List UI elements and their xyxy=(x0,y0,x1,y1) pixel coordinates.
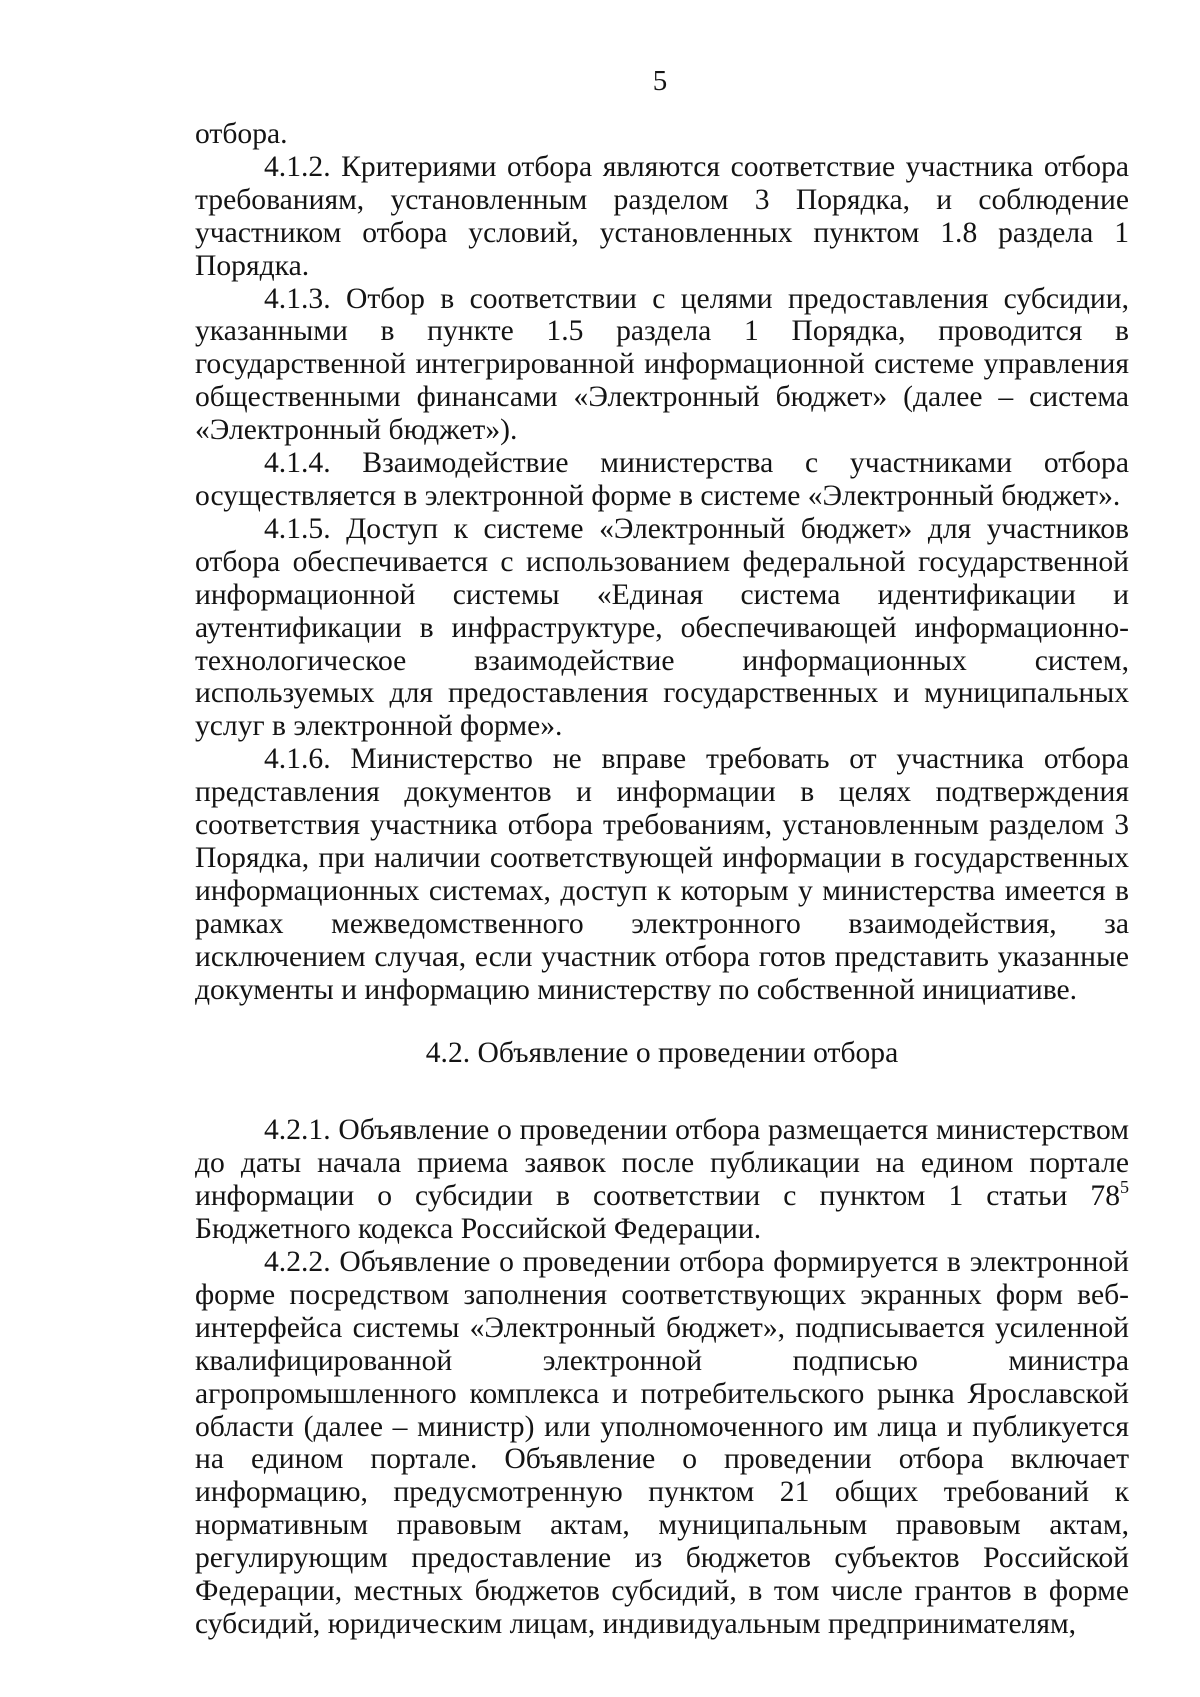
paragraph-text: Объявление о проведении отбора размещается министерством до даты начала приема заявок после публикации на едином портале информации о субсидии в соответствии с пунктом 1 статьи 78 xyxy=(195,1114,1129,1213)
paragraph-4-2-2 xyxy=(195,1246,1129,1641)
paragraph-number: 4.1.5. xyxy=(264,512,331,545)
paragraph-number: 4.1.6. xyxy=(264,743,331,776)
paragraph-number: 4.2.1. xyxy=(264,1114,331,1147)
paragraph-text: Отбор в соответствии с целями предоставления субсидии, указанными в пункте 1.5 раздела 1 Порядка, проводится в государственной интегрированной информационной системе управления общественными финансами «Электронный бюджет» (далее – система «Электронный бюджет»). xyxy=(195,282,1129,447)
paragraph-text-continued: Бюджетного кодекса Российской Федерации. xyxy=(195,1213,762,1246)
document-body xyxy=(195,118,1129,1641)
paragraph-4-1-3 xyxy=(195,283,1129,448)
paragraph-4-1-4 xyxy=(195,447,1129,513)
paragraph-number: 4.1.4. xyxy=(264,447,331,480)
paragraph-number: 4.1.2. xyxy=(264,150,331,183)
paragraph-text: Взаимодействие министерства с участниками отбора осуществляется в электронной форме в системе «Электронный бюджет». xyxy=(195,447,1129,512)
paragraph-4-1-6 xyxy=(195,743,1129,1006)
page-number: 5 xyxy=(652,65,668,97)
paragraph-number: 4.1.3. xyxy=(264,282,331,315)
paragraph-text: Доступ к системе «Электронный бюджет» для участников отбора обеспечивается с использованием федеральной государственной информационной системы «Единая система идентификации и аутентификации в инфраструктуре, обеспечивающей информационно-технологическое взаимодействие информационных систем, используемых для предоставления государственных и муниципальных услуг в электронной форме». xyxy=(195,512,1129,743)
paragraph-4-1-2 xyxy=(195,151,1129,283)
paragraph-text: отбора. xyxy=(195,118,288,150)
superscript-number: 5 xyxy=(1120,1177,1129,1198)
paragraph-text: Объявление о проведении отбора формируется в электронной форме посредством заполнения соответствующих экранных форм веб-интерфейса системы «Электронный бюджет», подписывается усиленной квалифицированной электронной подписью министра агропромышленного комплекса и потребительского рынка Ярославской области (далее – министр) или уполномоченного им лица и публикуется на едином портале. Объявление о проведении отбора включает информацию, предусмотренную пунктом 21 общих требований к нормативным правовым актам, муниципальным правовым актам, регулирующим предоставление из бюджетов субъектов Российской Федерации, местных бюджетов субсидий, в том числе грантов в форме субсидий, юридическим лицам, индивидуальным предпринимателям, xyxy=(195,1246,1129,1640)
paragraph-text: Министерство не вправе требовать от участника отбора представления документов и информации в целях подтверждения соответствия участника отбора требованиям, установленным разделом 3 Порядка, при наличии соответствующей информации в государственных информационных системах, доступ к которым у министерства имеется в рамках межведомственного электронного взаимодействия, за исключением случая, если участник отбора готов представить указанные документы и информацию министерству по собственной инициативе. xyxy=(195,743,1129,1006)
section-heading: 4.2. Объявление о проведении отбора xyxy=(425,1037,899,1070)
paragraph-4-1-5 xyxy=(195,513,1129,743)
paragraph-4-2-1 xyxy=(195,1114,1129,1246)
paragraph-continuation xyxy=(195,118,1129,151)
paragraph-number: 4.2.2. xyxy=(264,1246,331,1278)
paragraph-text: Критериями отбора являются соответствие участника отбора требованиям, установленным разделом 3 Порядка, и соблюдение участником отбора условий, установленных пунктом 1.8 раздела 1 Порядка. xyxy=(195,150,1129,282)
